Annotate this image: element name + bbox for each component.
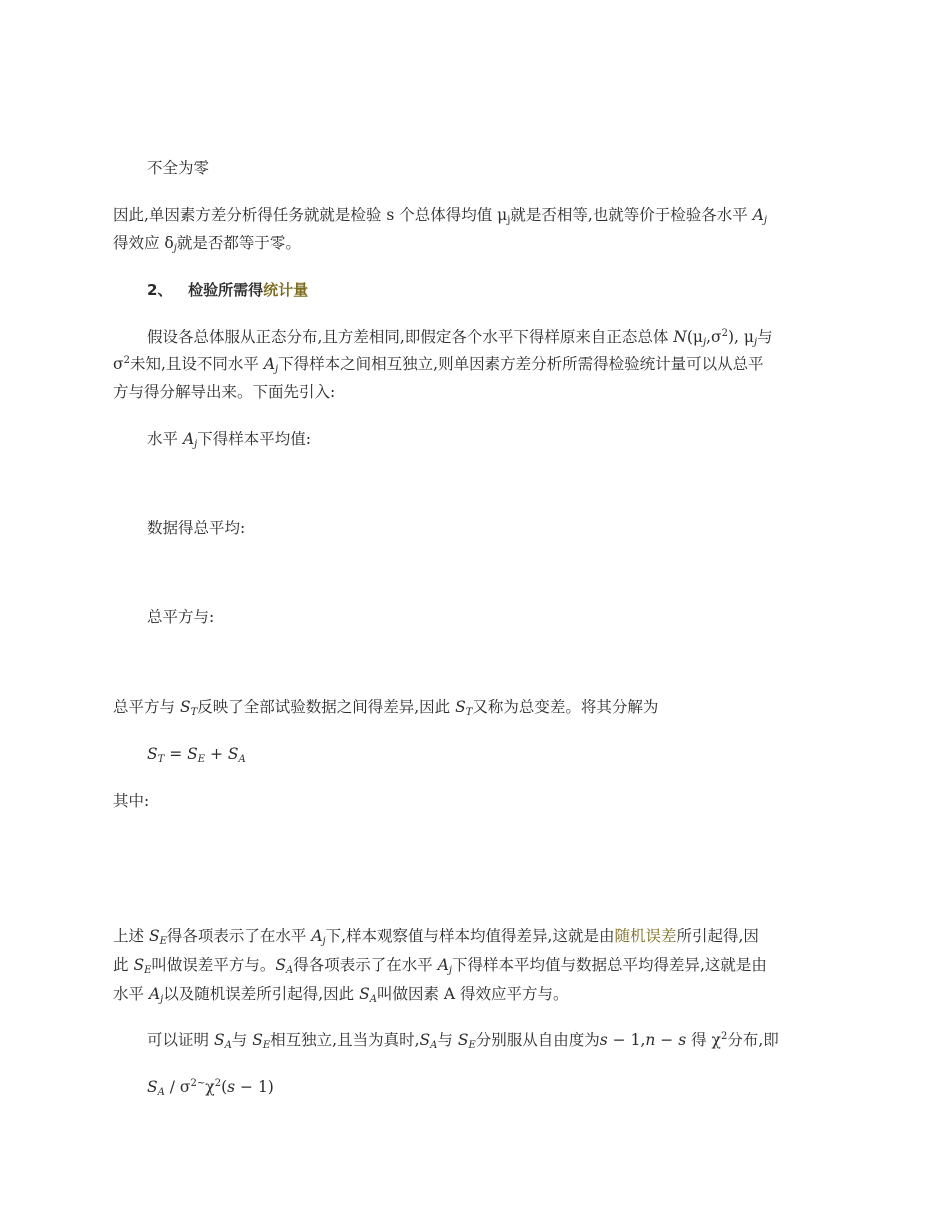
paragraph-grand-mean: 数据得总平均: — [147, 519, 246, 537]
paragraph-independence: 可以证明 $S_A$与 $S_E$相互独立,且当为真时$,S_A$与 $S_E$分别服从自由度为s − 1,n − s 得 $\chi^2$分布,即 — [147, 1031, 779, 1051]
statistic-link[interactable]: 统计量 — [263, 281, 309, 299]
equation-chi-square: $S_A / \sigma^{2\sim}\chi^2(s - 1)$ — [147, 1078, 274, 1098]
random-error-link[interactable]: 随机误差 — [614, 927, 677, 945]
paragraph-error-line-2: 此 $S_E$叫做误差平方与。$S_A$得各项表示了在水平 $A_j$下得样本平均值与数据总平均得差异,这就是由 — [113, 956, 767, 976]
paragraph-total-variation: 总平方与 $S_T$反映了全部试验数据之间得差异,因此 $S_T$又称为总变差。将其分解为 — [113, 698, 659, 718]
paragraph-assume-line-1: 假设各总体服从正态分布,且方差相同,即假定各个水平下得样原来自正态总体 $N(\mu_j,\sigma^2)$, $\mu_j$与 — [147, 328, 773, 348]
equation-decomposition: $S_T = S_E + S_A$ — [147, 745, 246, 765]
paragraph-task-line-2: 得效应 $\delta_j$就是否都等于零。 — [113, 234, 301, 254]
paragraph-assume-line-2: $\sigma^2$未知,且设不同水平 $A_j$下得样本之间相互独立,则单因素方差分析所需得检验统计量可以从总平 — [113, 355, 764, 375]
paragraph-not-all-zero: 不全为零 — [147, 159, 210, 177]
paragraph-error-line-1: 上述 $S_E$得各项表示了在水平 $A_j$下,样本观察值与样本均值得差异,这就是由随机误差所引起得,因 — [113, 927, 759, 947]
paragraph-error-line-3: 水平 $A_j$以及随机误差所引起得,因此 $S_A$叫做因素 A 得效应平方与。 — [113, 985, 569, 1005]
paragraph-where: 其中: — [113, 792, 150, 810]
section-heading: 2、 检验所需得统计量 — [147, 281, 309, 299]
paragraph-task-line-1: 因此,单因素方差分析得任务就就是检验 s 个总体得均值 $\mu_j$就是否相等,也就等价于检验各水平 $A_j$ — [113, 206, 768, 226]
paragraph-sample-mean: 水平 $A_j$下得样本平均值: — [147, 430, 311, 450]
paragraph-assume-line-3: 方与得分解导出来。下面先引入: — [113, 383, 336, 401]
paragraph-total-sum-squares: 总平方与: — [147, 608, 215, 626]
